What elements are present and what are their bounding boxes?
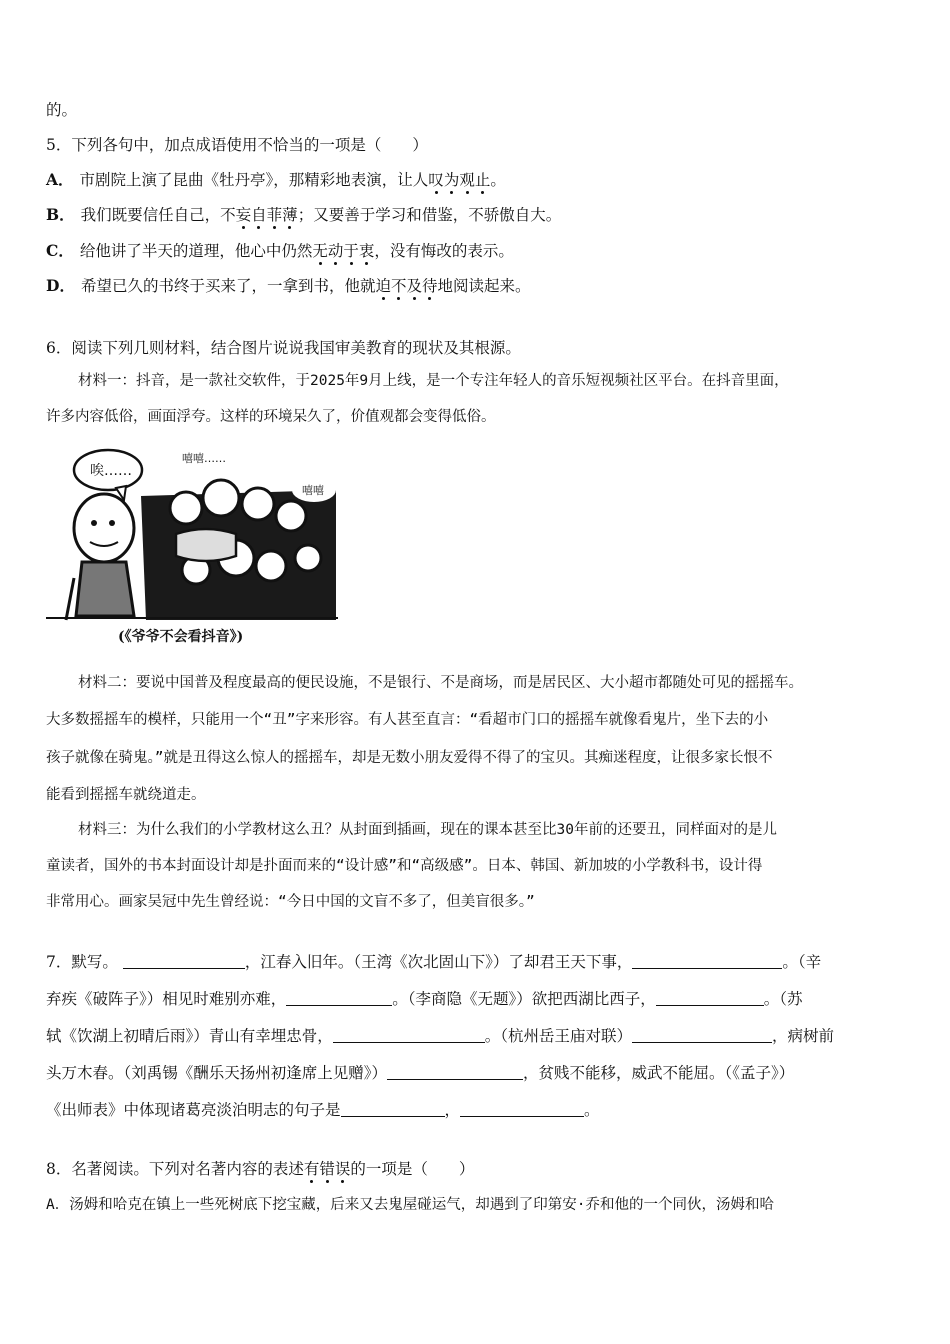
q8-stem	[46, 1158, 910, 1180]
q8-text: 8．名著阅读。下列对名著内容的表述	[46, 1160, 304, 1178]
dotted-char: 妄	[235, 206, 252, 224]
q7-line-3	[46, 1025, 910, 1047]
fill-blank[interactable]	[333, 1026, 485, 1043]
q7-text: ，病树前	[772, 1027, 835, 1045]
q8-option-a[interactable]: A．汤姆和哈克在镇上一些死树底下挖宝藏，后来又去鬼屋碰运气，却遇到了印第安·乔和他的一个同伙，汤姆和哈	[46, 1197, 774, 1213]
q7-text: ，	[444, 1101, 461, 1119]
q7-text: 。（李商隐《无题》）欲把西湖比西子，	[392, 990, 656, 1008]
option-text: 我们既要信任自己，不	[80, 206, 236, 224]
dotted-idiom	[428, 171, 490, 189]
q7-text: 。（苏	[763, 990, 803, 1008]
dotted-idiom	[375, 277, 437, 295]
material-1-line-2: 许多内容低俗，画面浮夸。这样的环境呆久了，价值观都会变得低俗。	[46, 409, 496, 425]
dotted-char: 薄	[282, 206, 298, 224]
dotted-char: 待	[422, 277, 438, 295]
dotted-char: 衷	[358, 242, 375, 260]
dotted-char: 自	[251, 206, 267, 224]
fill-blank[interactable]	[341, 1100, 445, 1117]
dotted-char: 及	[406, 277, 423, 295]
fill-blank[interactable]	[387, 1063, 523, 1080]
q5-stem: 5．下列各句中，加点成语使用不恰当的一项是（ ）	[46, 136, 428, 154]
dotted-emphasis	[304, 1160, 351, 1178]
q4-tail: 的。	[46, 101, 78, 119]
option-text: 地阅读起来。	[437, 277, 531, 295]
option-label: D．	[46, 276, 75, 295]
material-3-line-3: 非常用心。画家吴冠中先生曾经说：“今日中国的文盲不多了，但美盲很多。”	[46, 894, 535, 910]
q7-line-5	[46, 1099, 910, 1121]
cartoon-image	[46, 438, 338, 648]
q7-text: 。（杭州岳王庙对联）	[484, 1027, 633, 1045]
material-2-line-1: 材料二：要说中国普及程度最高的便民设施，不是银行、不是商场，而是居民区、大小超市都随处可见的摇摇车。	[78, 675, 803, 691]
q7-text: 。	[584, 1101, 600, 1119]
q7-line-4	[46, 1062, 910, 1084]
dotted-char: 于	[343, 242, 359, 260]
q5-option-d[interactable]	[46, 275, 910, 297]
material-2-line-2: 大多数摇摇车的模样，只能用一个“丑”字来形容。有人甚至直言：“看超市门口的摇摇车就像看鬼片，坐下去的小	[46, 712, 769, 728]
option-label: B．	[46, 205, 75, 224]
fill-blank[interactable]	[460, 1100, 584, 1117]
dotted-char: 无	[312, 242, 328, 260]
dotted-char: 动	[327, 242, 344, 260]
cartoon-bubble-1: 唉……	[90, 463, 132, 479]
q8-text: 的一项是（ ）	[350, 1160, 475, 1178]
material-3-line-2: 童读者，国外的书本封面设计却是扑面而来的“设计感”和“高级感”。日本、韩国、新加坡的小学教科书，设计得	[46, 858, 763, 874]
fill-blank[interactable]	[123, 952, 245, 969]
q5-option-a[interactable]	[46, 169, 910, 191]
q7-line-1	[46, 951, 910, 973]
dotted-char: 菲	[266, 206, 283, 224]
dotted-char: 不	[390, 277, 407, 295]
material-1-line-1: 材料一：抖音，是一款社交软件，于2025年9月上线，是一个专注年轻人的音乐短视频社区平台。在抖音里面，	[78, 373, 789, 389]
q5-option-c[interactable]	[46, 240, 910, 262]
q7-text: 弃疾《破阵子》）相见时难别亦难，	[46, 990, 287, 1008]
dotted-char: 观	[459, 171, 475, 189]
q7-text: 《出师表》中体现诸葛亮淡泊明志的句子是	[46, 1101, 341, 1119]
q6-stem: 6．阅读下列几则材料，结合图片说说我国审美教育的现状及其根源。	[46, 339, 521, 357]
q5-option-b[interactable]	[46, 204, 910, 226]
option-label: C．	[46, 241, 74, 260]
dotted-char: 迫	[375, 277, 391, 295]
option-text: ；又要善于学习和借鉴，不骄傲自大。	[297, 206, 562, 224]
option-text: 希望已久的书终于买来了，一拿到书，他就	[80, 277, 376, 295]
fill-blank[interactable]	[632, 1026, 772, 1043]
fill-blank[interactable]	[286, 989, 392, 1006]
material-2-line-4: 能看到摇摇车就绕道走。	[46, 787, 206, 803]
dotted-char: 错	[319, 1160, 335, 1178]
cartoon-caption: (《爷爷不会看抖音》)	[118, 629, 244, 645]
fill-blank[interactable]	[656, 989, 764, 1006]
option-text: ，没有悔改的表示。	[374, 242, 514, 260]
q7-text: 。（辛	[782, 953, 822, 971]
option-text: 。	[490, 171, 506, 189]
dotted-char: 叹	[428, 171, 444, 189]
material-2-line-3: 孩子就像在骑鬼。”就是丑得这么惊人的摇摇车，却是无数小朋友爱得不得了的宝贝。其痴迷程度，让很多家长恨不	[46, 750, 773, 766]
fill-blank[interactable]	[632, 952, 782, 969]
q7-text: ，贫贱不能移，威武不能屈。（《孟子》）	[523, 1064, 795, 1082]
cartoon-bubble-3: 嘻嘻	[302, 484, 324, 497]
option-text: 市剧院上演了昆曲《牡丹亭》，那精彩地表演，让人	[79, 171, 429, 189]
dotted-char: 为	[443, 171, 460, 189]
cartoon-bubble-2: 嘻嘻……	[182, 452, 226, 465]
option-text: 给他讲了半天的道理，他心中仍然	[79, 242, 313, 260]
dotted-idiom	[236, 206, 298, 224]
dotted-char: 有	[303, 1160, 320, 1178]
q7-text: ，江春入旧年。（王湾《次北固山下》）了却君王天下事，	[244, 953, 633, 971]
dotted-char: 误	[334, 1160, 351, 1178]
q7-text: 轼《饮湖上初晴后雨》）青山有幸埋忠骨，	[46, 1027, 333, 1045]
dotted-char: 止	[474, 171, 491, 189]
dotted-idiom	[312, 242, 374, 260]
option-label: A．	[46, 170, 74, 189]
q7-text: 7．默写。	[46, 953, 118, 971]
q7-line-2	[46, 988, 910, 1010]
q7-text: 头万木春。（刘禹锡《酬乐天扬州初逢席上见赠》）	[46, 1064, 388, 1082]
material-3-line-1: 材料三：为什么我们的小学教材这么丑？从封面到插画，现在的课本甚至比30年前的还要丑，同样面对的是儿	[78, 822, 777, 838]
